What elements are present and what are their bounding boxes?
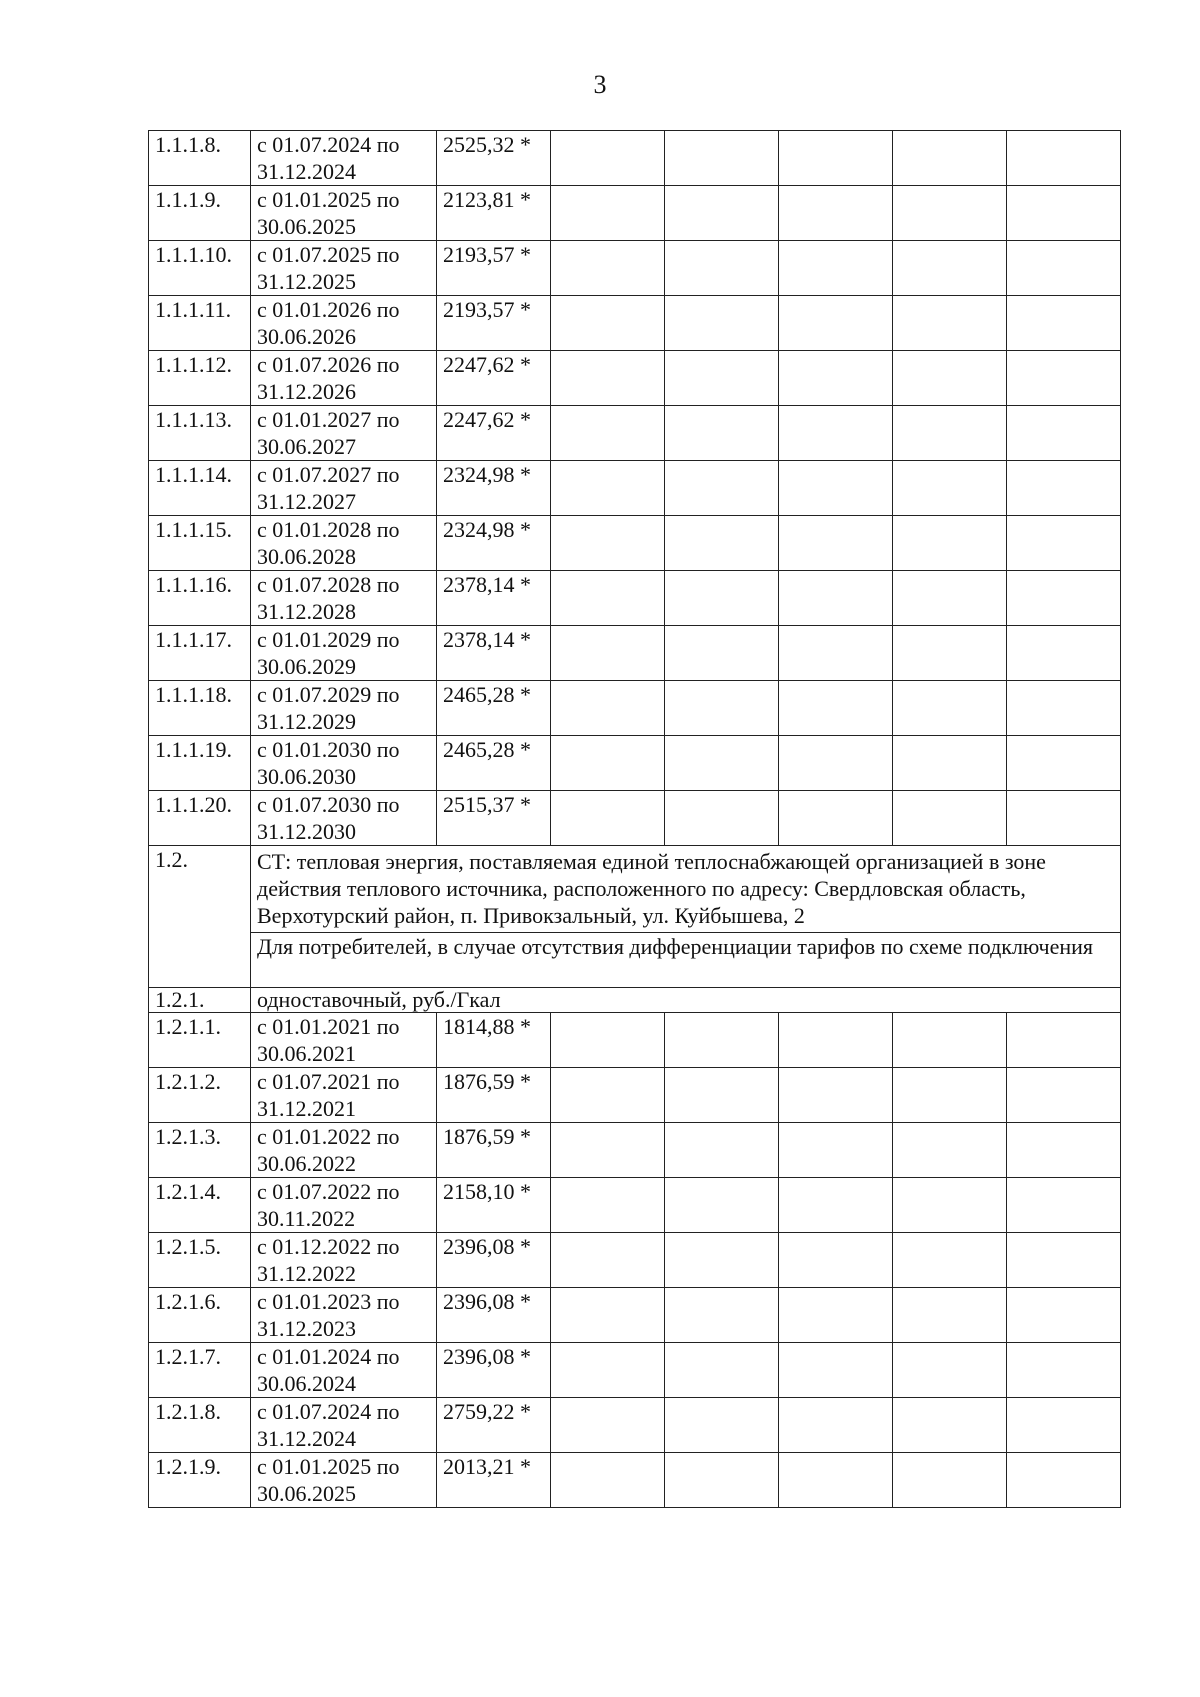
period-cell — [251, 571, 437, 626]
tariff-value: 1876,59 * — [437, 1123, 551, 1178]
period-cell — [251, 406, 437, 461]
section-block — [149, 846, 1121, 1013]
empty-cell — [1007, 1068, 1121, 1123]
empty-cell — [551, 1288, 665, 1343]
empty-cell — [893, 1068, 1007, 1123]
empty-cell — [551, 516, 665, 571]
empty-cell — [551, 406, 665, 461]
empty-cell — [665, 1343, 779, 1398]
tariff-value: 2193,57 * — [437, 296, 551, 351]
period-end: 30.06.2026 — [257, 324, 356, 349]
empty-cell — [1007, 626, 1121, 681]
period-start: с 01.07.2026 по — [257, 352, 400, 377]
table-row — [149, 296, 1121, 351]
empty-cell — [779, 1178, 893, 1233]
empty-cell — [1007, 406, 1121, 461]
tariff-value: 1876,59 * — [437, 1068, 551, 1123]
period-cell — [251, 736, 437, 791]
empty-cell — [1007, 1398, 1121, 1453]
empty-cell — [779, 296, 893, 351]
empty-cell — [1007, 516, 1121, 571]
period-end: 31.12.2021 — [257, 1096, 356, 1121]
period-end: 31.12.2026 — [257, 379, 356, 404]
empty-cell — [665, 1068, 779, 1123]
empty-cell — [665, 296, 779, 351]
row-number: 1.1.1.12. — [149, 351, 251, 406]
empty-cell — [1007, 186, 1121, 241]
table-row — [149, 461, 1121, 516]
empty-cell — [551, 571, 665, 626]
period-end: 31.12.2025 — [257, 269, 356, 294]
period-cell — [251, 681, 437, 736]
empty-cell — [551, 351, 665, 406]
period-end: 30.06.2027 — [257, 434, 356, 459]
empty-cell — [551, 241, 665, 296]
table-row — [149, 681, 1121, 736]
row-number: 1.2.1.4. — [149, 1178, 251, 1233]
empty-cell — [893, 736, 1007, 791]
period-cell — [251, 351, 437, 406]
period-cell — [251, 131, 437, 186]
empty-cell — [665, 1288, 779, 1343]
row-number: 1.2.1.3. — [149, 1123, 251, 1178]
period-end: 30.06.2021 — [257, 1041, 356, 1066]
table-row — [149, 516, 1121, 571]
empty-cell — [551, 1178, 665, 1233]
empty-cell — [779, 351, 893, 406]
empty-cell — [551, 1068, 665, 1123]
tariff-value: 2515,37 * — [437, 791, 551, 846]
empty-cell — [665, 571, 779, 626]
empty-cell — [779, 1398, 893, 1453]
empty-cell — [551, 626, 665, 681]
empty-cell — [1007, 351, 1121, 406]
empty-cell — [551, 791, 665, 846]
period-start: с 01.01.2024 по — [257, 1344, 400, 1369]
section-consumers: Для потребителей, в случае отсутствия дифференциации тарифов по схеме подключения — [251, 933, 1121, 988]
empty-cell — [551, 1343, 665, 1398]
empty-cell — [1007, 1343, 1121, 1398]
empty-cell — [665, 241, 779, 296]
period-end: 31.12.2022 — [257, 1261, 356, 1286]
section-number: 1.2. — [149, 846, 251, 988]
period-end: 30.06.2028 — [257, 544, 356, 569]
empty-cell — [893, 1013, 1007, 1068]
period-cell — [251, 1398, 437, 1453]
empty-cell — [551, 131, 665, 186]
tariff-value: 2378,14 * — [437, 626, 551, 681]
table-row — [149, 626, 1121, 681]
empty-cell — [665, 461, 779, 516]
table-row — [149, 406, 1121, 461]
table-row — [149, 736, 1121, 791]
tariff-value: 2324,98 * — [437, 516, 551, 571]
empty-cell — [665, 736, 779, 791]
table-row — [149, 791, 1121, 846]
period-cell — [251, 1233, 437, 1288]
tariff-value: 2324,98 * — [437, 461, 551, 516]
period-end: 31.12.2024 — [257, 159, 356, 184]
section-row — [149, 846, 1121, 933]
table-row — [149, 1343, 1121, 1398]
period-start: с 01.07.2025 по — [257, 242, 400, 267]
table-row — [149, 571, 1121, 626]
empty-cell — [779, 1343, 893, 1398]
empty-cell — [779, 1288, 893, 1343]
row-number: 1.2.1.2. — [149, 1068, 251, 1123]
empty-cell — [1007, 1123, 1121, 1178]
tariff-value: 2378,14 * — [437, 571, 551, 626]
period-start: с 01.07.2030 по — [257, 792, 400, 817]
table-row — [149, 1288, 1121, 1343]
empty-cell — [665, 1123, 779, 1178]
empty-cell — [779, 791, 893, 846]
period-start: с 01.07.2027 по — [257, 462, 400, 487]
period-end: 30.06.2030 — [257, 764, 356, 789]
period-start: с 01.01.2029 по — [257, 627, 400, 652]
empty-cell — [893, 131, 1007, 186]
empty-cell — [893, 406, 1007, 461]
row-number: 1.1.1.20. — [149, 791, 251, 846]
table-row — [149, 351, 1121, 406]
period-start: с 01.01.2022 по — [257, 1124, 400, 1149]
empty-cell — [665, 131, 779, 186]
empty-cell — [551, 1123, 665, 1178]
empty-cell — [893, 626, 1007, 681]
table-row — [149, 1453, 1121, 1508]
empty-cell — [665, 351, 779, 406]
tariff-value: 1814,88 * — [437, 1013, 551, 1068]
empty-cell — [779, 571, 893, 626]
tariff-value: 2465,28 * — [437, 736, 551, 791]
rate-type-label: одноставочный, руб./Гкал — [251, 988, 1121, 1013]
empty-cell — [893, 461, 1007, 516]
period-end: 31.12.2029 — [257, 709, 356, 734]
period-end: 30.06.2025 — [257, 1481, 356, 1506]
empty-cell — [893, 1343, 1007, 1398]
period-start: с 01.01.2028 по — [257, 517, 400, 542]
empty-cell — [1007, 571, 1121, 626]
empty-cell — [665, 516, 779, 571]
empty-cell — [779, 681, 893, 736]
row-number: 1.1.1.9. — [149, 186, 251, 241]
table-row — [149, 1398, 1121, 1453]
section-consumers-row — [149, 933, 1121, 988]
period-start: с 01.12.2022 по — [257, 1234, 400, 1259]
row-number: 1.1.1.11. — [149, 296, 251, 351]
empty-cell — [665, 406, 779, 461]
empty-cell — [779, 626, 893, 681]
empty-cell — [893, 1178, 1007, 1233]
period-start: с 01.01.2021 по — [257, 1014, 400, 1039]
period-cell — [251, 626, 437, 681]
row-number: 1.2.1.7. — [149, 1343, 251, 1398]
period-cell — [251, 186, 437, 241]
empty-cell — [893, 296, 1007, 351]
empty-cell — [665, 1398, 779, 1453]
rate-type-row — [149, 988, 1121, 1013]
table-row — [149, 1068, 1121, 1123]
empty-cell — [779, 1068, 893, 1123]
empty-cell — [1007, 131, 1121, 186]
empty-cell — [779, 1123, 893, 1178]
period-cell — [251, 1343, 437, 1398]
period-start: с 01.01.2023 по — [257, 1289, 400, 1314]
empty-cell — [551, 1013, 665, 1068]
tariff-value: 2247,62 * — [437, 406, 551, 461]
tariff-value: 2465,28 * — [437, 681, 551, 736]
empty-cell — [893, 1123, 1007, 1178]
empty-cell — [893, 516, 1007, 571]
row-number: 1.2.1.6. — [149, 1288, 251, 1343]
empty-cell — [551, 1453, 665, 1508]
empty-cell — [893, 351, 1007, 406]
period-end: 31.12.2027 — [257, 489, 356, 514]
empty-cell — [665, 791, 779, 846]
empty-cell — [1007, 1288, 1121, 1343]
empty-cell — [551, 1233, 665, 1288]
empty-cell — [893, 1233, 1007, 1288]
period-cell — [251, 461, 437, 516]
page-number: 3 — [593, 70, 607, 99]
empty-cell — [779, 131, 893, 186]
tariff-value: 2013,21 * — [437, 1453, 551, 1508]
empty-cell — [1007, 241, 1121, 296]
tariff-table — [148, 130, 1121, 1508]
table-row — [149, 1123, 1121, 1178]
period-end: 31.12.2028 — [257, 599, 356, 624]
tariff-value: 2396,08 * — [437, 1288, 551, 1343]
row-number: 1.2.1.1. — [149, 1013, 251, 1068]
section-description: СТ: тепловая энергия, поставляемая единой теплоснабжающей организацией в зоне действия теплового источника, расположенного по адресу: Свердловская область, Верхотурский район, п. Привокзальный, ул. Куйбышева, 2 — [251, 846, 1121, 933]
empty-cell — [551, 736, 665, 791]
empty-cell — [893, 571, 1007, 626]
period-start: с 01.07.2021 по — [257, 1069, 400, 1094]
empty-cell — [779, 241, 893, 296]
period-cell — [251, 1123, 437, 1178]
empty-cell — [551, 681, 665, 736]
empty-cell — [1007, 1233, 1121, 1288]
period-cell — [251, 1013, 437, 1068]
empty-cell — [893, 1398, 1007, 1453]
row-number: 1.1.1.10. — [149, 241, 251, 296]
row-number: 1.1.1.15. — [149, 516, 251, 571]
empty-cell — [779, 461, 893, 516]
rate-type-number: 1.2.1. — [149, 988, 251, 1013]
empty-cell — [893, 681, 1007, 736]
empty-cell — [665, 1453, 779, 1508]
period-cell — [251, 1453, 437, 1508]
period-start: с 01.01.2025 по — [257, 187, 400, 212]
empty-cell — [1007, 1178, 1121, 1233]
period-start: с 01.01.2027 по — [257, 407, 400, 432]
table-body-top — [149, 131, 1121, 846]
period-start: с 01.07.2028 по — [257, 572, 400, 597]
empty-cell — [665, 681, 779, 736]
empty-cell — [665, 1233, 779, 1288]
empty-cell — [1007, 296, 1121, 351]
tariff-value: 2759,22 * — [437, 1398, 551, 1453]
empty-cell — [551, 186, 665, 241]
row-number: 1.1.1.18. — [149, 681, 251, 736]
tariff-value: 2123,81 * — [437, 186, 551, 241]
empty-cell — [893, 241, 1007, 296]
empty-cell — [893, 186, 1007, 241]
row-number: 1.2.1.9. — [149, 1453, 251, 1508]
row-number: 1.2.1.8. — [149, 1398, 251, 1453]
period-end: 31.12.2030 — [257, 819, 356, 844]
empty-cell — [779, 1453, 893, 1508]
period-end: 31.12.2024 — [257, 1426, 356, 1451]
empty-cell — [551, 461, 665, 516]
table-row — [149, 186, 1121, 241]
empty-cell — [1007, 791, 1121, 846]
table-row — [149, 1178, 1121, 1233]
table-row — [149, 241, 1121, 296]
empty-cell — [893, 1288, 1007, 1343]
empty-cell — [1007, 1013, 1121, 1068]
table-row — [149, 1013, 1121, 1068]
period-cell — [251, 1178, 437, 1233]
period-end: 30.06.2024 — [257, 1371, 356, 1396]
empty-cell — [665, 626, 779, 681]
empty-cell — [665, 1178, 779, 1233]
period-end: 30.06.2022 — [257, 1151, 356, 1176]
period-end: 30.06.2025 — [257, 214, 356, 239]
row-number: 1.1.1.14. — [149, 461, 251, 516]
empty-cell — [779, 1233, 893, 1288]
period-cell — [251, 241, 437, 296]
period-start: с 01.01.2030 по — [257, 737, 400, 762]
period-end: 31.12.2023 — [257, 1316, 356, 1341]
empty-cell — [1007, 461, 1121, 516]
empty-cell — [779, 736, 893, 791]
table-row — [149, 131, 1121, 186]
row-number: 1.2.1.5. — [149, 1233, 251, 1288]
tariff-value: 2525,32 * — [437, 131, 551, 186]
empty-cell — [779, 406, 893, 461]
period-end: 30.11.2022 — [257, 1206, 356, 1231]
empty-cell — [779, 1013, 893, 1068]
table-body-bottom — [149, 1013, 1121, 1508]
period-cell — [251, 1068, 437, 1123]
empty-cell — [779, 516, 893, 571]
empty-cell — [1007, 736, 1121, 791]
row-number: 1.1.1.13. — [149, 406, 251, 461]
empty-cell — [665, 1013, 779, 1068]
empty-cell — [779, 186, 893, 241]
empty-cell — [551, 1398, 665, 1453]
period-cell — [251, 791, 437, 846]
row-number: 1.1.1.8. — [149, 131, 251, 186]
empty-cell — [893, 1453, 1007, 1508]
tariff-value: 2158,10 * — [437, 1178, 551, 1233]
period-start: с 01.07.2029 по — [257, 682, 400, 707]
tariff-value: 2396,08 * — [437, 1233, 551, 1288]
period-end: 30.06.2029 — [257, 654, 356, 679]
empty-cell — [665, 186, 779, 241]
row-number: 1.1.1.19. — [149, 736, 251, 791]
empty-cell — [893, 791, 1007, 846]
period-start: с 01.01.2026 по — [257, 297, 400, 322]
tariff-value: 2247,62 * — [437, 351, 551, 406]
empty-cell — [551, 296, 665, 351]
period-start: с 01.01.2025 по — [257, 1454, 400, 1479]
period-cell — [251, 296, 437, 351]
empty-cell — [1007, 681, 1121, 736]
row-number: 1.1.1.17. — [149, 626, 251, 681]
table-row — [149, 1233, 1121, 1288]
period-start: с 01.07.2024 по — [257, 132, 400, 157]
empty-cell — [1007, 1453, 1121, 1508]
period-start: с 01.07.2022 по — [257, 1179, 400, 1204]
tariff-value: 2396,08 * — [437, 1343, 551, 1398]
period-cell — [251, 1288, 437, 1343]
period-start: с 01.07.2024 по — [257, 1399, 400, 1424]
period-cell — [251, 516, 437, 571]
row-number: 1.1.1.16. — [149, 571, 251, 626]
tariff-value: 2193,57 * — [437, 241, 551, 296]
